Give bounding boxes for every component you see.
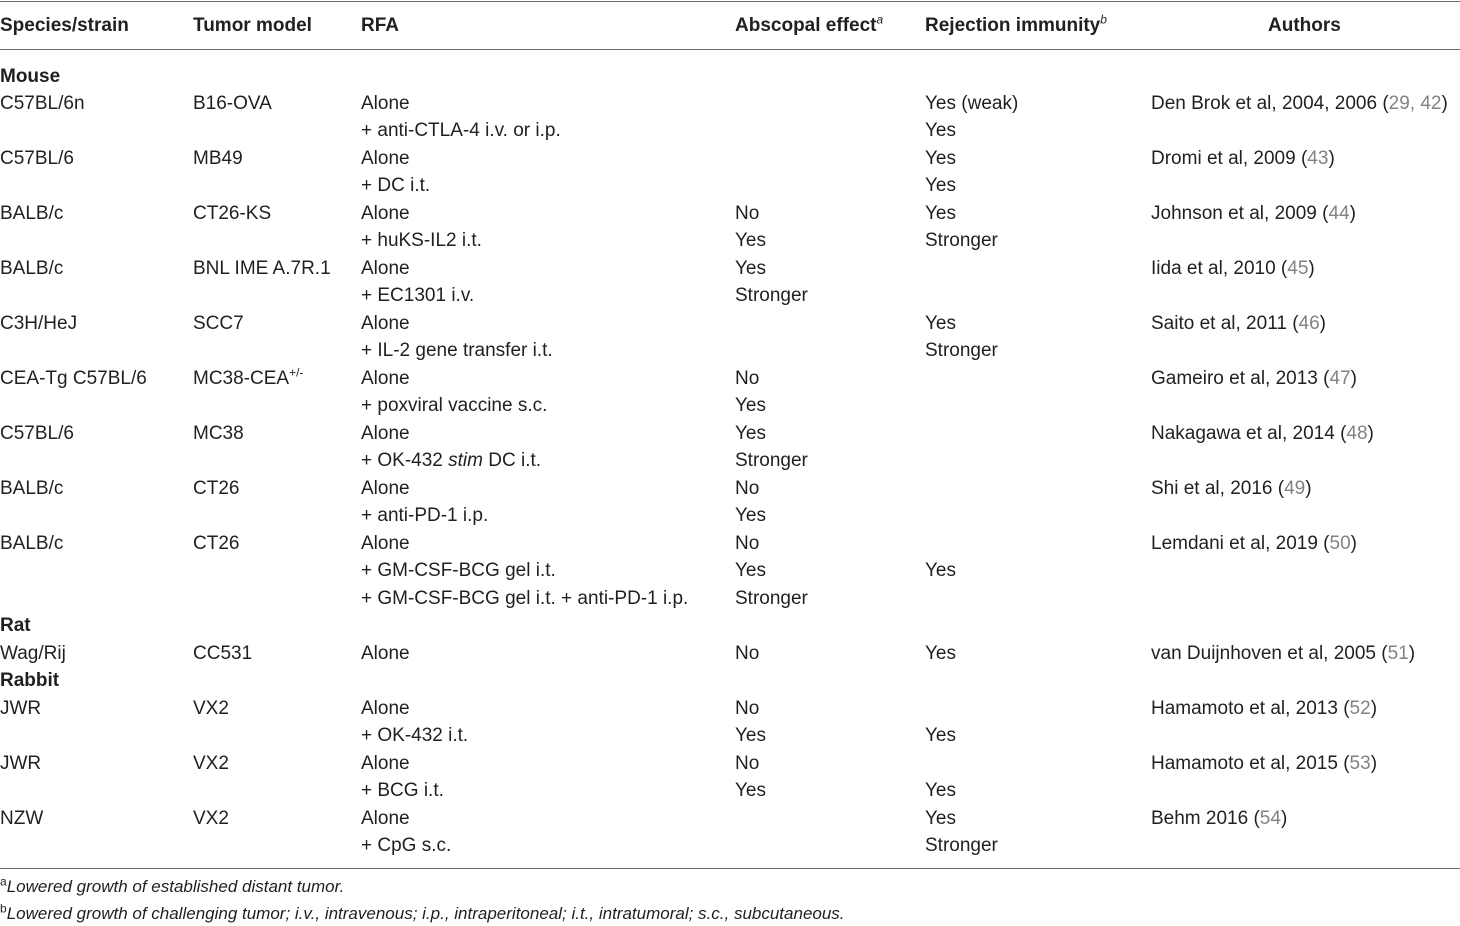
cell-rfa: + anti-CTLA-4 i.v. or i.p. [361,120,561,141]
table-row [0,365,1460,392]
cell-rfa: Alone [361,258,410,279]
cell-species: NZW [0,808,44,829]
cell-abscopal-effect: No [735,643,760,664]
cell-tumor-model: MC38-CEA+/- [193,365,304,389]
cell-abscopal-effect: Yes [735,780,766,801]
cell-abscopal-effect: Yes [735,560,766,581]
cell-rfa: + EC1301 i.v. [361,285,475,306]
reference-link[interactable]: 47 [1329,368,1351,389]
cell-tumor-model: CT26-KS [193,203,272,224]
table-row [0,172,1460,199]
table-row [0,695,1460,722]
reference-link[interactable]: 49 [1284,478,1306,499]
cell-rejection-immunity: Yes (weak) [925,93,1019,114]
cell-rfa: + poxviral vaccine s.c. [361,395,548,416]
table-row [0,557,1460,584]
cell-abscopal-effect: No [735,533,760,554]
cell-authors: Den Brok et al, 2004, 2006 (29, 42) [1151,93,1448,114]
header-rejection-immunity: Rejection immunity$^b$ [925,12,1107,36]
top-rule [0,1,1460,2]
cell-rfa: + GM-CSF-BCG gel i.t. + anti-PD-1 i.p. [361,588,689,609]
reference-link[interactable]: 48 [1346,423,1368,444]
cell-rfa: + DC i.t. [361,175,431,196]
table-row [0,282,1460,309]
table-row [0,585,1460,612]
table-row [0,805,1460,832]
cell-rfa: Alone [361,148,410,169]
cell-abscopal-effect: No [735,753,760,774]
cell-rfa: Alone [361,313,410,334]
cell-rfa: + GM-CSF-BCG gel i.t. [361,560,556,581]
cell-rfa: Alone [361,643,410,664]
cell-abscopal-effect: Stronger [735,450,808,471]
cell-rejection-immunity: Yes [925,120,956,141]
cell-authors: Nakagawa et al, 2014 (48) [1151,423,1374,444]
cell-rejection-immunity: Yes [925,203,956,224]
cell-authors: Iida et al, 2010 (45) [1151,258,1315,279]
cell-rejection-immunity: Stronger [925,835,998,856]
cell-authors: van Duijnhoven et al, 2005 (51) [1151,643,1416,664]
cell-abscopal-effect: No [735,698,760,719]
reference-link[interactable]: 46 [1298,313,1320,334]
cell-species: C57BL/6n [0,93,85,114]
cell-tumor-model: CT26 [193,478,240,499]
cell-authors: Johnson et al, 2009 (44) [1151,203,1356,224]
table-row [0,777,1460,804]
cell-rfa: Alone [361,93,410,114]
cell-abscopal-effect: Yes [735,505,766,526]
reference-link[interactable]: 29 [1388,93,1410,114]
header-tumor-model: Tumor model [193,15,312,36]
cell-tumor-model: CT26 [193,533,240,554]
cell-abscopal-effect: Yes [735,725,766,746]
table-row [0,475,1460,502]
table-row [0,392,1460,419]
group-label-rabbit: Rabbit [0,670,60,691]
cell-tumor-model: CC531 [193,643,253,664]
cell-abscopal-effect: Yes [735,423,766,444]
cell-rejection-immunity: Yes [925,175,956,196]
reference-link[interactable]: 51 [1387,643,1409,664]
cell-rfa: Alone [361,368,410,389]
footnote-mark-b: b [1100,12,1107,27]
cell-species: BALB/c [0,203,64,224]
table-row [0,722,1460,749]
header-rfa: RFA [361,15,399,36]
reference-link[interactable]: 45 [1287,258,1309,279]
table-row [0,530,1460,557]
cell-rfa: Alone [361,203,410,224]
cell-species: C57BL/6 [0,423,74,444]
table-row [0,145,1460,172]
cell-species: C3H/HeJ [0,313,78,334]
table-row [0,117,1460,144]
cell-abscopal-effect: Stronger [735,588,808,609]
cell-rfa: Alone [361,698,410,719]
header-authors: Authors [1268,15,1341,36]
cell-rejection-immunity: Yes [925,643,956,664]
table-row [0,255,1460,282]
table-row [0,502,1460,529]
cell-species: BALB/c [0,258,64,279]
cell-rejection-immunity: Yes [925,313,956,334]
table-row [0,310,1460,337]
cell-rejection-immunity: Stronger [925,340,998,361]
cell-tumor-model: BNL IME A.7R.1 [193,258,331,279]
cell-rejection-immunity: Yes [925,808,956,829]
cell-rejection-immunity: Yes [925,725,956,746]
cell-rfa: + CpG s.c. [361,835,452,856]
cell-abscopal-effect: No [735,368,760,389]
cell-authors: Gameiro et al, 2013 (47) [1151,368,1357,389]
bottom-rule [0,868,1460,869]
cell-rfa: Alone [361,533,410,554]
reference-link[interactable]: 54 [1259,808,1281,829]
group-label-mouse: Mouse [0,66,61,87]
cell-rfa: Alone [361,808,410,829]
cell-abscopal-effect: No [735,203,760,224]
cell-species: C57BL/6 [0,148,74,169]
cell-tumor-model: VX2 [193,753,229,774]
cell-authors: Behm 2016 (54) [1151,808,1288,829]
table-row [0,200,1460,227]
cell-species: JWR [0,698,42,719]
cell-abscopal-effect: Stronger [735,285,808,306]
cell-rfa: Alone [361,753,410,774]
cell-rejection-immunity: Stronger [925,230,998,251]
reference-link[interactable]: 44 [1328,203,1350,224]
cell-tumor-model: VX2 [193,698,229,719]
cell-authors: Lemdani et al, 2019 (50) [1151,533,1357,554]
cell-rejection-immunity: Yes [925,560,956,581]
cell-rejection-immunity: Yes [925,148,956,169]
cell-species: BALB/c [0,533,64,554]
cell-authors: Saito et al, 2011 (46) [1151,313,1326,334]
cell-rfa: + huKS-IL2 i.t. [361,230,482,251]
cell-abscopal-effect: Yes [735,230,766,251]
table-row [0,640,1460,667]
table-row [0,227,1460,254]
footnote-mark-a: a [876,12,884,27]
header-species: Species/strain [0,15,129,36]
cell-tumor-model: MC38 [193,423,244,444]
table-row [0,420,1460,447]
cell-species: CEA-Tg C57BL/6 [0,368,147,389]
cell-species: Wag/Rij [0,643,66,664]
footnote-a: $^a$Lowered growth of established distant tumor. [0,874,345,896]
cell-tumor-model: SCC7 [193,313,244,334]
header-abscopal-effect: Abscopal effect$^a$ [735,12,884,36]
table-row [0,447,1460,474]
cell-abscopal-effect: Yes [735,258,766,279]
reference-link[interactable]: 42 [1420,93,1442,114]
cell-tumor-model: MB49 [193,148,243,169]
cell-authors: Shi et al, 2016 (49) [1151,478,1312,499]
cell-rfa: + BCG i.t. [361,780,444,801]
cell-tumor-model: B16-OVA [193,93,272,114]
header-rule [0,49,1460,50]
reference-link[interactable]: 53 [1349,753,1371,774]
table-row [0,90,1460,117]
reference-link[interactable]: 50 [1329,533,1351,554]
cell-rfa: + OK-432 i.t. [361,725,469,746]
cell-authors: Hamamoto et al, 2015 (53) [1151,753,1378,774]
cell-abscopal-effect: No [735,478,760,499]
cell-rfa: Alone [361,423,410,444]
table-row [0,337,1460,364]
table-row [0,750,1460,777]
cell-species: BALB/c [0,478,64,499]
cell-rfa: + OK-432 stim DC i.t. [361,450,542,471]
table-row [0,832,1460,859]
cell-authors: Hamamoto et al, 2013 (52) [1151,698,1378,719]
cell-tumor-model: VX2 [193,808,229,829]
group-label-rat: Rat [0,615,31,636]
cell-rfa: + anti-PD-1 i.p. [361,505,489,526]
cell-rfa: + IL-2 gene transfer i.t. [361,340,553,361]
reference-link[interactable]: 43 [1307,148,1329,169]
footnote-b: $^b$Lowered growth of challenging tumor; i.v., intravenous; i.p., intraperitoneal; i.t., intratumoral; s.c., subcutaneous. [0,901,845,923]
cell-rfa: Alone [361,478,410,499]
cell-abscopal-effect: Yes [735,395,766,416]
cell-species: JWR [0,753,42,774]
cell-authors: Dromi et al, 2009 (43) [1151,148,1335,169]
reference-link[interactable]: 52 [1349,698,1371,719]
cell-rejection-immunity: Yes [925,780,956,801]
